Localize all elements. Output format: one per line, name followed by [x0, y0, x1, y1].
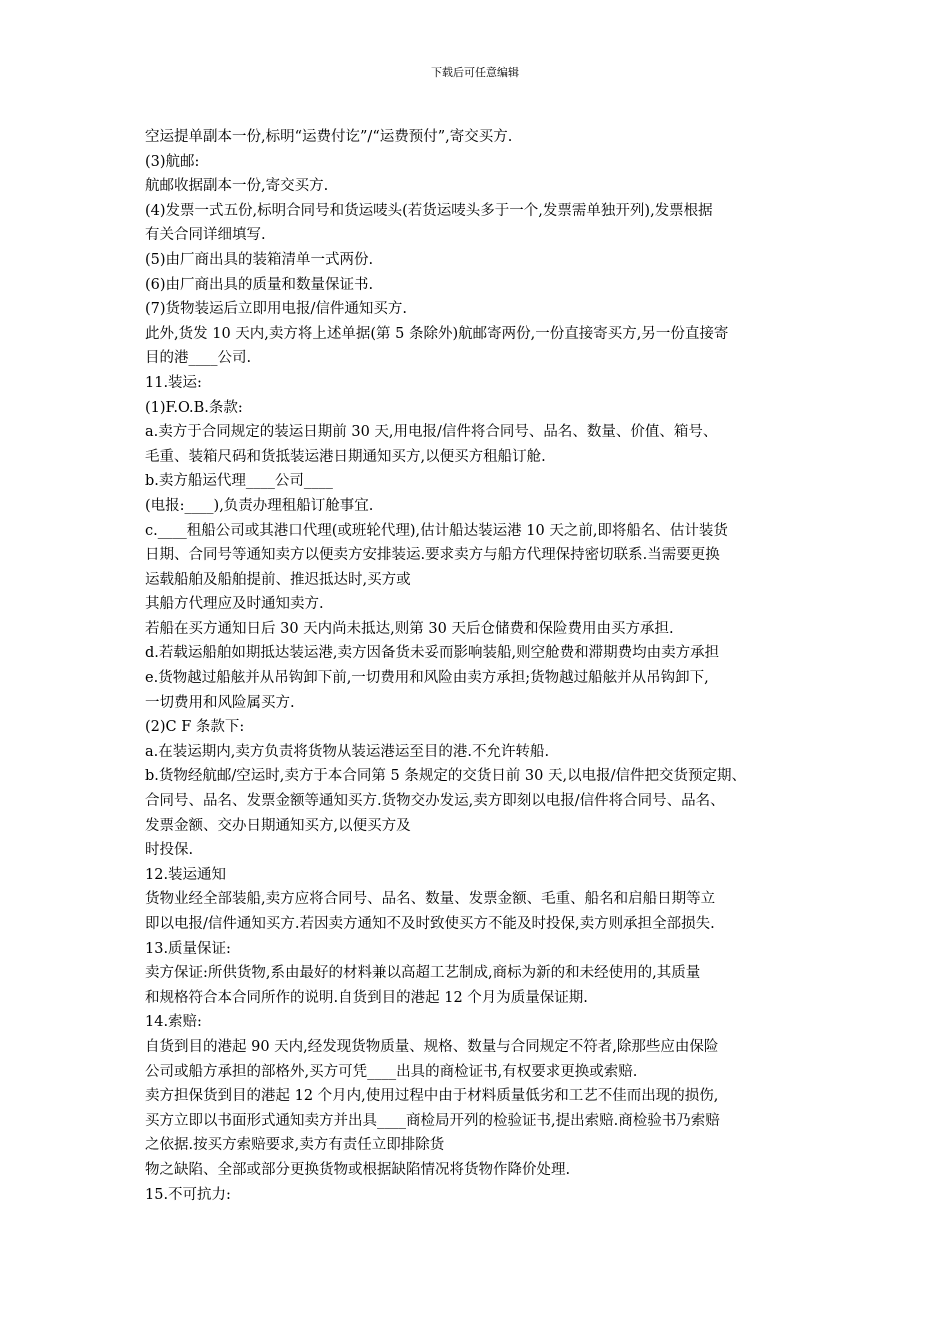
- paragraph-line: e.货物越过船舷并从吊钩卸下前,一切费用和风险由卖方承担;货物越过船舷并从吊钩卸下,: [145, 670, 709, 687]
- paragraph: [145, 174, 825, 199]
- paragraph-line: (电报:____),负责办理租船订舱事宜.: [145, 497, 374, 514]
- paragraph: [145, 1158, 825, 1183]
- paragraph: [145, 322, 825, 371]
- paragraph: [145, 396, 825, 421]
- paragraph-line: 空运提单副本一份,标明“运费付讫”/“运费预付”,寄交买方.: [145, 129, 513, 145]
- paragraph: [145, 961, 825, 1010]
- paragraph: [145, 838, 825, 863]
- paragraph: [145, 1010, 825, 1035]
- paragraph-line: (7)货物装运后立即用电报/信件通知买方.: [145, 301, 408, 318]
- paragraph-line: 之依据.按买方索赔要求,卖方有责任立即排除货: [145, 1137, 445, 1154]
- paragraph: [145, 617, 825, 642]
- paragraph: [145, 150, 825, 175]
- paragraph-line: 13.质量保证:: [145, 940, 231, 957]
- paragraph-line: 货物业经全部装船,卖方应将合同号、品名、数量、发票金额、毛重、船名和启船日期等立: [145, 891, 716, 908]
- paragraph: [145, 592, 825, 617]
- paragraph-line: (6)由厂商出具的质量和数量保证书.: [145, 276, 374, 293]
- paragraph-line: 一切费用和风险属买方.: [145, 694, 295, 711]
- paragraph-line: 11.装运:: [145, 374, 202, 391]
- paragraph-line: d.若载运船舶如期抵达装运港,卖方因备货未妥而影响装船,则空舱费和滞期费均由卖方承担: [145, 645, 720, 662]
- paragraph: [145, 764, 825, 838]
- paragraph-line: (5)由厂商出具的装箱清单一式两份.: [145, 251, 374, 268]
- paragraph-line: 运载船舶及船舶提前、推迟抵达时,买方或: [145, 571, 411, 588]
- paragraph-line: a.在装运期内,卖方负责将货物从装运港运至目的港.不允许转船.: [145, 743, 550, 760]
- paragraph: [145, 740, 825, 765]
- paragraph: [145, 887, 825, 936]
- paragraph-line: 即以电报/信件通知买方.若因卖方通知不及时致使买方不能及时投保,卖方则承担全部损失.: [145, 916, 715, 932]
- paragraph: [145, 494, 825, 519]
- paragraph-line: (3)航邮:: [145, 153, 200, 170]
- paragraph-line: b.卖方船运代理____公司____: [145, 473, 333, 490]
- paragraph: [145, 666, 825, 715]
- paragraph-line: 卖方担保货到目的港起 12 个月内,使用过程中由于材料质量低劣和工艺不佳而出现的损伤,: [145, 1088, 719, 1105]
- paragraph: [145, 199, 825, 248]
- paragraph-line: (2)C F 条款下:: [145, 719, 245, 736]
- paragraph: [145, 248, 825, 273]
- paragraph-line: 其船方代理应及时通知卖方.: [145, 596, 324, 613]
- paragraph-line: 发票金额、交办日期通知买方,以便买方及: [145, 817, 411, 834]
- paragraph-line: a.卖方于合同规定的装运日期前 30 天,用电报/信件将合同号、品名、数量、价值、箱号、: [145, 424, 718, 441]
- paragraph-line: 14.索赔:: [145, 1014, 202, 1031]
- paragraph-line: 12.装运通知: [145, 866, 227, 883]
- paragraph-line: 自货到目的港起 90 天内,经发现货物质量、规格、数量与合同规定不符者,除那些应由保险: [145, 1038, 719, 1055]
- paragraph-line: (1)F.O.B.条款:: [145, 399, 243, 416]
- page-header: 下载后可任意编辑: [431, 66, 519, 79]
- paragraph: [145, 1183, 825, 1208]
- paragraph: [145, 641, 825, 666]
- paragraph-line: 物之缺陷、全部或部分更换货物或根据缺陷情况将货物作降价处理.: [145, 1161, 571, 1178]
- paragraph: [145, 863, 825, 888]
- paragraph: [145, 297, 825, 322]
- paragraph-line: 日期、合同号等通知卖方以便卖方安排装运.要求卖方与船方代理保持密切联系.当需要更换: [145, 547, 720, 564]
- document-body: [145, 125, 825, 1207]
- paragraph: [145, 469, 825, 494]
- paragraph-line: 公司或船方承担的部格外,买方可凭____出具的商检证书,有权要求更换或索赔.: [145, 1063, 638, 1080]
- paragraph-line: 航邮收据副本一份,寄交买方.: [145, 178, 329, 195]
- paragraph: [145, 715, 825, 740]
- paragraph-line: 此外,货发 10 天内,卖方将上述单据(第 5 条除外)航邮寄两份,一份直接寄买方,另一份直接寄: [145, 325, 729, 342]
- paragraph-line: 若船在买方通知日后 30 天内尚未抵达,则第 30 天后仓储费和保险费用由买方承担.: [145, 620, 674, 637]
- paragraph-line: 毛重、装箱尺码和货抵装运港日期通知买方,以便买方租船订舱.: [145, 448, 546, 465]
- paragraph: [145, 1084, 825, 1158]
- paragraph-line: 有关合同详细填写.: [145, 227, 266, 244]
- paragraph-line: c.____租船公司或其港口代理(或班轮代理),估计船达装运港 10 天之前,即将船名、估计装货: [145, 522, 728, 539]
- paragraph-line: 买方立即以书面形式通知卖方并出具____商检局开列的检验证书,提出索赔.商检验书乃索赔: [145, 1112, 720, 1129]
- paragraph-line: 时投保.: [145, 842, 194, 859]
- paragraph-line: 15.不可抗力:: [145, 1186, 231, 1203]
- paragraph: [145, 1035, 825, 1084]
- paragraph: [145, 273, 825, 298]
- paragraph-line: (4)发票一式五份,标明合同号和货运唛头(若货运唛头多于一个,发票需单独开列),发票根据: [145, 202, 713, 219]
- paragraph: [145, 519, 825, 593]
- paragraph: [145, 420, 825, 469]
- paragraph-line: 合同号、品名、发票金额等通知买方.货物交办发运,卖方即刻以电报/信件将合同号、品名、: [145, 793, 725, 810]
- paragraph: [145, 125, 825, 150]
- paragraph: [145, 937, 825, 962]
- paragraph-line: b.货物经航邮/空运时,卖方于本合同第 5 条规定的交货日前 30 天,以电报/信件把交货预定期、: [145, 768, 746, 785]
- paragraph: [145, 371, 825, 396]
- paragraph-line: 和规格符合本合同所作的说明.自货到目的港起 12 个月为质量保证期.: [145, 989, 588, 1006]
- paragraph-line: 目的港____公司.: [145, 350, 252, 367]
- paragraph-line: 卖方保证:所供货物,系由最好的材料兼以高超工艺制成,商标为新的和未经使用的,其质量: [145, 965, 701, 982]
